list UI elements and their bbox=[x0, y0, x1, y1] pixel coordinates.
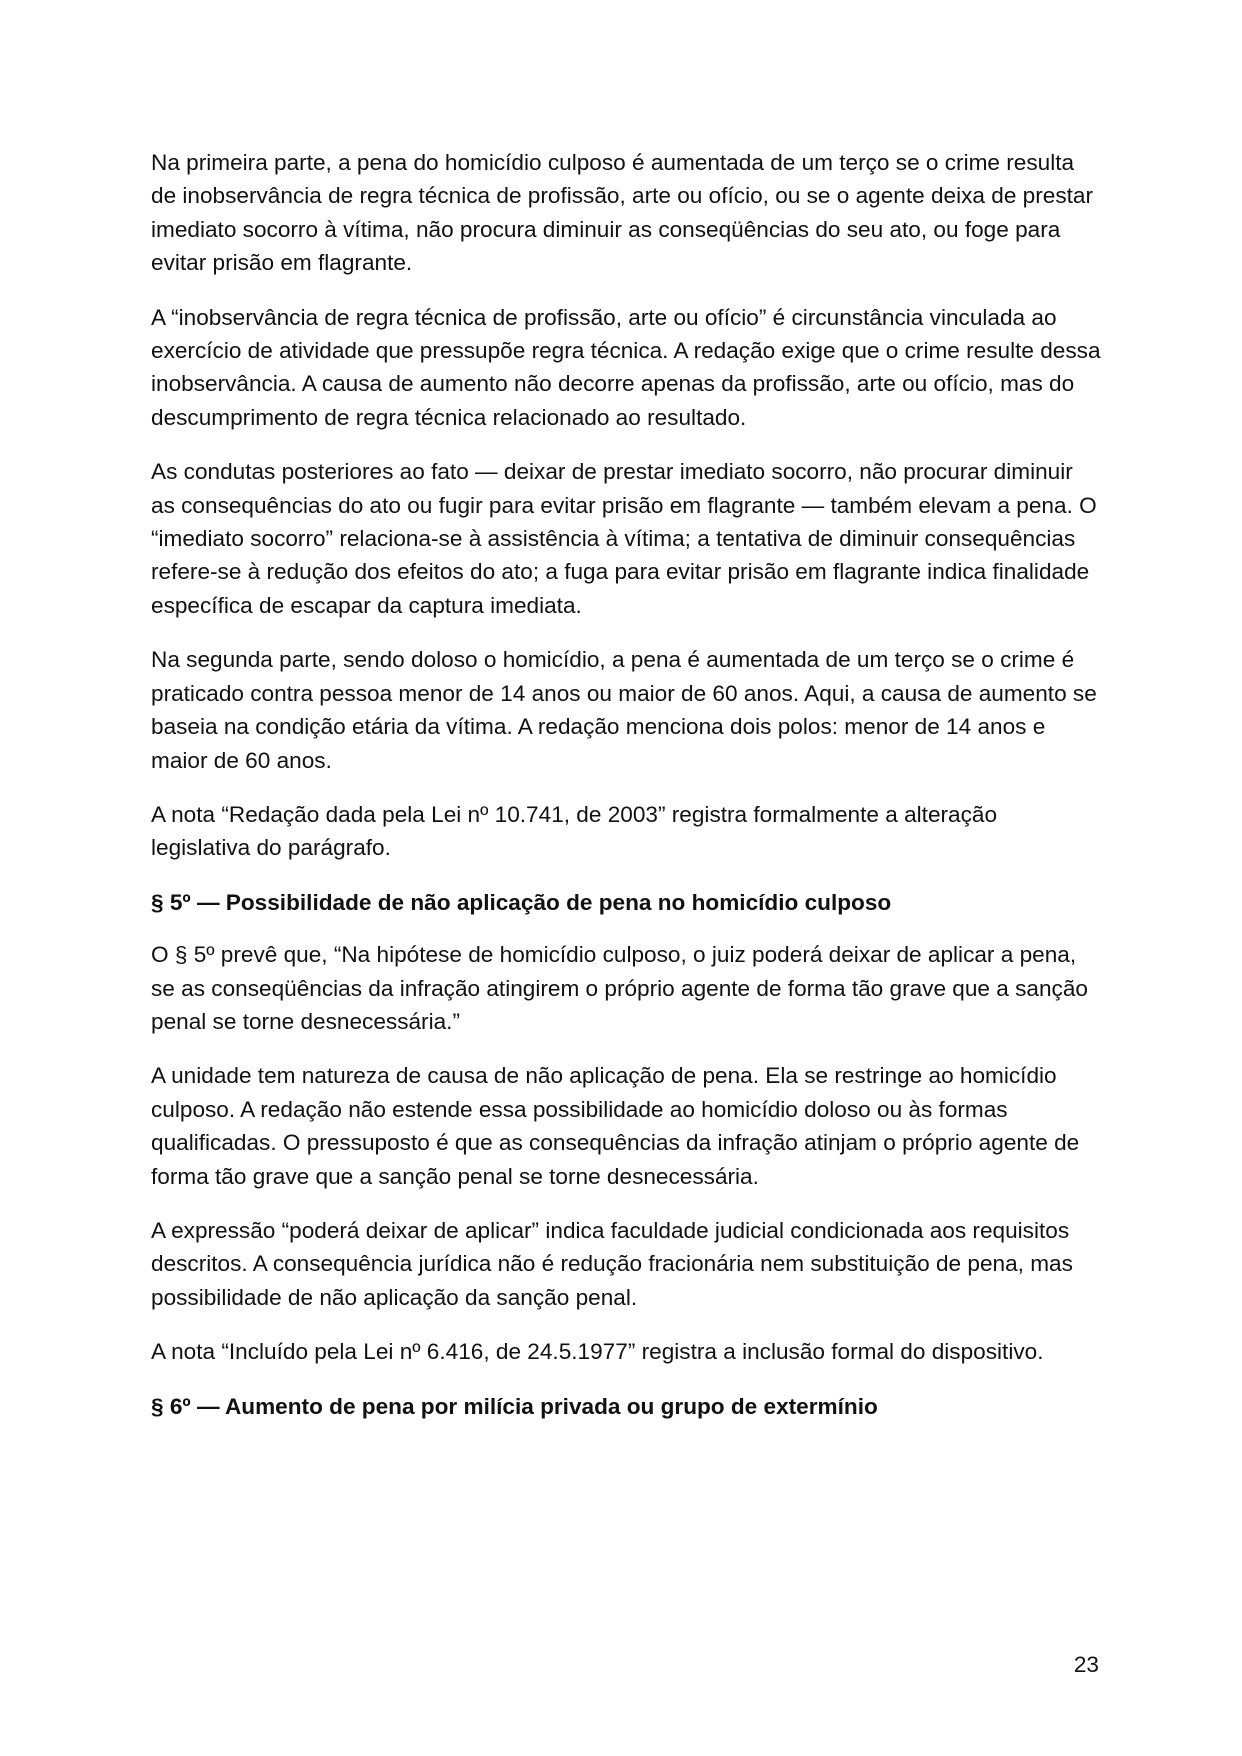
paragraph-paragrafo-5-texto: O § 5º prevê que, “Na hipótese de homicídio culposo, o juiz poderá deixar de aplicar a pena, se as conseqüências da infração atingirem o próprio agente de forma tão grave que a sanção penal se torne desnecessária.” bbox=[151, 942, 1088, 1034]
page-number: 23 bbox=[1073, 1652, 1099, 1677]
paragraph-nota-lei-10741: A nota “Redação dada pela Lei nº 10.741, de 2003” registra formalmente a alteração legislativa do parágrafo. bbox=[151, 801, 998, 861]
paragraph-natureza-nao-aplicacao: A unidade tem natureza de causa de não aplicação de pena. Ela se restringe ao homicídio culposo. A redação não estende essa possibilidade ao homicídio doloso ou às formas qualificadas. O pressuposto é que as consequências da infração atinjam o próprio agente de forma tão grave que a sanção penal se torne desnecessária. bbox=[151, 1063, 1080, 1189]
document-body bbox=[151, 146, 1101, 1442]
section-heading-paragrafo-5: § 5º — Possibilidade de não aplicação de pena no homicídio culposo bbox=[151, 889, 892, 915]
paragraph-segunda-parte-doloso: Na segunda parte, sendo doloso o homicídio, a pena é aumentada de um terço se o crime é praticado contra pessoa menor de 14 anos ou maior de 60 anos. Aqui, a causa de aumento se baseia na condição etária da vítima. A redação menciona dois polos: menor de 14 anos e maior de 60 anos. bbox=[151, 647, 1097, 773]
paragraph-poder-deixar-aplicar: A expressão “poderá deixar de aplicar” indica faculdade judicial condicionada aos requisitos descritos. A consequência jurídica não é redução fracionária nem substituição de pena, mas possibilidade de não aplicação da sanção penal. bbox=[151, 1217, 1073, 1310]
paragraph-aumento-pena-culposo: Na primeira parte, a pena do homicídio culposo é aumentada de um terço se o crime resulta de inobservância de regra técnica de profissão, arte ou ofício, ou se o agente deixa de prestar imediato socorro à vítima, não procura diminuir as conseqüências do seu ato, ou foge para evitar prisão em flagrante. bbox=[151, 150, 1093, 276]
section-heading-paragrafo-6: § 6º — Aumento de pena por milícia privada ou grupo de extermínio bbox=[151, 1393, 878, 1419]
paragraph-nota-lei-6416: A nota “Incluído pela Lei nº 6.416, de 24.5.1977” registra a inclusão formal do dispositivo. bbox=[151, 1339, 1044, 1365]
paragraph-inobservancia-regra-tecnica: A “inobservância de regra técnica de profissão, arte ou ofício” é circunstância vinculada ao exercício de atividade que pressupõe regra técnica. A redação exige que o crime resulte dessa inobservância. A causa de aumento não decorre apenas da profissão, arte ou ofício, mas do descumprimento de regra técnica relacionado ao resultado. bbox=[151, 304, 1101, 430]
paragraph-condutas-posteriores: As condutas posteriores ao fato — deixar de prestar imediato socorro, não procurar diminuir as consequências do ato ou fugir para evitar prisão em flagrante — também elevam a pena. O “imediato socorro” relaciona-se à assistência à vítima; a tentativa de diminuir consequências refere-se à redução dos efeitos do ato; a fuga para evitar prisão em flagrante indica finalidade específica de escapar da captura imediata. bbox=[151, 459, 1097, 618]
